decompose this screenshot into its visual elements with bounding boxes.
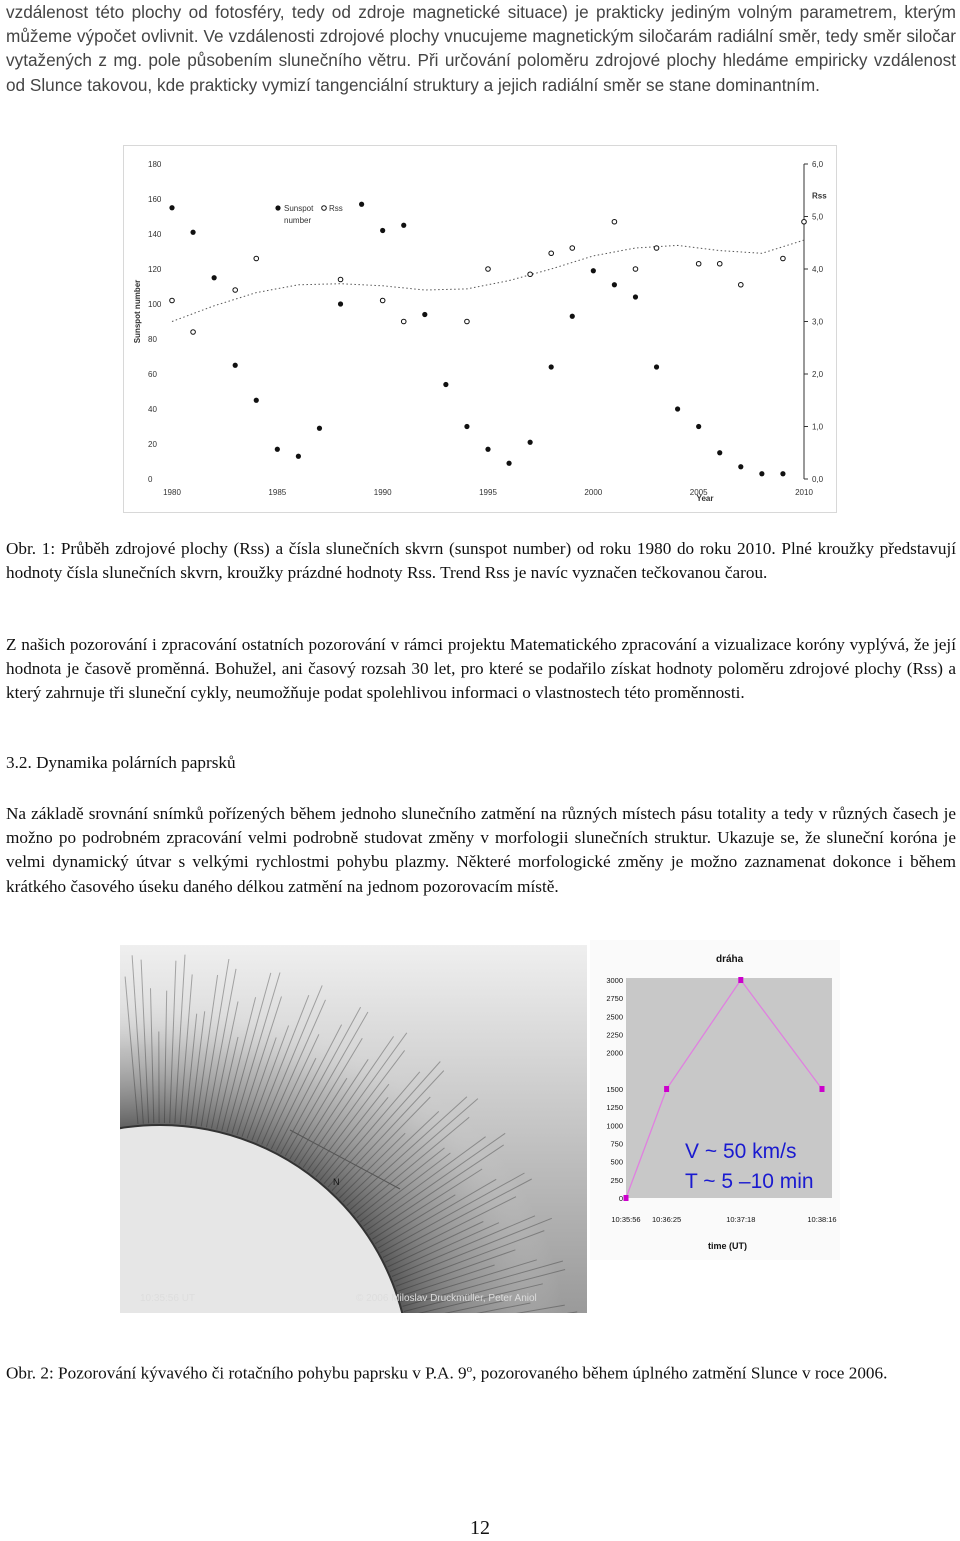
rss-point <box>612 219 617 224</box>
rss-point <box>380 298 385 303</box>
sunspot-point <box>359 202 364 207</box>
section-heading: 3.2. Dynamika polárních paprsků <box>6 753 236 772</box>
sunspot-point <box>443 382 448 387</box>
rss-point <box>401 319 406 324</box>
corona-photo <box>120 945 587 1313</box>
y-tick-label: 2000 <box>606 1048 623 1058</box>
x-tick-label: 10:38:16 <box>807 1215 837 1224</box>
x-axis-label: Year <box>696 494 714 503</box>
sunspot-point <box>506 461 511 466</box>
sunspot-point <box>275 447 280 452</box>
ray-path-chart <box>590 940 840 1260</box>
path-point <box>624 1195 629 1201</box>
rss-point <box>802 219 807 224</box>
sunspot-point <box>759 471 764 476</box>
figure2-caption <box>6 1357 956 1386</box>
x-tick-label: 2005 <box>689 488 708 497</box>
x-tick-label: 1985 <box>268 488 287 497</box>
sunspot-point <box>317 426 322 431</box>
sunspot-point <box>675 406 680 411</box>
x-tick-label: 2010 <box>795 488 813 497</box>
sunspot-point <box>422 312 427 317</box>
right-tick-label: 3,0 <box>812 317 824 327</box>
sunspot-point <box>401 223 406 228</box>
sunspot-point <box>717 450 722 455</box>
right-tick-label: 1,0 <box>812 422 824 432</box>
right-tick-label: 2,0 <box>812 370 824 379</box>
x-tick-label: 10:37:18 <box>726 1215 756 1224</box>
y-tick-label: 60 <box>148 370 157 379</box>
figure2-caption-part2: , pozorovaného během úplného zatmění Slunce v roce 2006. <box>472 1363 888 1383</box>
y-tick-label: 1000 <box>606 1121 623 1131</box>
sunspot-point <box>696 424 701 429</box>
photo-copyright: © 2006 Miloslav Druckmüller, Peter Aniol <box>356 1293 537 1304</box>
paragraph-dynamics: Na základě srovnání snímků pořízených během jednoho slunečního zatmění na různých místech pásu totality a tedy v různých časech je možno po podrobném zpracování velmi podrobně studovat změny v morfologii slunečních struktur. Ukazuje se, že sluneční koróna je velmi dynamický útvar s velkými rychlostmi pohybu plazmy. Některé morfologické změny je možno zaznamenat dokonce i během krátkého časového úseku daného délkou zatmění na jednom pozorovacím místě. <box>6 804 956 896</box>
annotation-period: T ~ 5 –10 min <box>685 1170 814 1193</box>
north-label: N <box>333 1177 340 1187</box>
paragraph-variability: Z našich pozorování i zpracování ostatních pozorování v rámci projektu Matematického zpracování a vizualizace koróny vyplývá, že její hodnota je časově proměnná. Bohužel, ani časový rozsah 30 let, pro které se podařilo získat hodnoty poloměru zdrojové plochy (Rss) a který zahrnuje tři sluneční cykly, neumožňuje podat spolehlivou informaci o vlastnostech této proměnnosti. <box>6 635 956 703</box>
x-tick-label: 2000 <box>584 488 603 497</box>
path-point <box>820 1086 825 1092</box>
sunspot-rss-chart <box>123 145 837 513</box>
right-tick-label: 4,0 <box>812 265 824 274</box>
path-point <box>738 977 743 983</box>
y-tick-label: 750 <box>610 1139 623 1149</box>
rss-point <box>654 246 659 251</box>
legend-rss-label: Rss <box>329 204 343 213</box>
sunspot-point <box>612 282 617 287</box>
photo-time-label: 10:35:56 UT <box>140 1293 196 1304</box>
right-tick-label: 5,0 <box>812 212 824 222</box>
y-tick-label: 0 <box>618 1194 623 1203</box>
right-axis-label: Rss <box>812 191 827 201</box>
y-tick-label: 3000 <box>606 976 623 985</box>
intro-paragraph: vzdálenost této plochy od fotosféry, tedy od zdroje magnetické situace) je prakticky jediným volným parametrem, kterým můžeme výpočet ovlivnit. Ve vzdálenosti zdrojové plochy vnucujeme magnetickým siločarám radiální směr, tedy směr siločar vytažených z mg. pole působením slunečního větru. Při určování poloměru zdrojové plochy hledáme empiricky vzdálenost od Slunce takovou, kde prakticky vymizí tangenciální struktury a jejich radiální směr se stane dominantním. <box>6 2 956 95</box>
rss-point <box>528 272 533 277</box>
degree-superscript: o <box>466 1363 473 1375</box>
legend-rss-marker <box>322 206 327 211</box>
y-tick-label: 250 <box>610 1175 623 1185</box>
y-tick-label: 500 <box>610 1157 623 1167</box>
y-tick-label: 40 <box>148 405 157 414</box>
y-axis-label: Sunspot number <box>133 279 142 344</box>
y-tick-label: 20 <box>148 440 157 449</box>
y-tick-label: 2500 <box>606 1012 623 1022</box>
sunspot-point <box>233 363 238 368</box>
sunspot-point <box>485 447 490 452</box>
sunspot-point <box>254 398 259 403</box>
y-tick-label: 100 <box>148 300 162 309</box>
y-tick-label: 180 <box>148 160 162 169</box>
rss-point <box>739 282 744 287</box>
y-tick-label: 120 <box>148 265 162 274</box>
rss-trend-line <box>172 240 804 321</box>
rss-point <box>338 277 343 282</box>
sunspot-point <box>738 464 743 469</box>
sunspot-point <box>380 228 385 233</box>
chart2-plot-area <box>626 978 832 1198</box>
x-tick-label: 1990 <box>373 488 392 497</box>
figure1-caption: Obr. 1: Průběh zdrojové plochy (Rss) a čísla slunečních skvrn (sunspot number) od roku 1980 do roku 2010. Plné kroužky představují hodnoty čísla slunečních skvrn, kroužky prázdné hodnoty Rss. Trend Rss je navíc vyznačen tečkovanou čarou. <box>6 539 956 583</box>
x-tick-label: 10:36:25 <box>651 1215 682 1224</box>
sunspot-point <box>570 314 575 319</box>
sunspot-point <box>338 301 343 306</box>
figure2-caption-part1: Obr. 2: Pozorování kývavého či rotačního pohybu paprsku v P.A. 9 <box>6 1363 467 1383</box>
rss-point <box>549 251 554 256</box>
chart2-xlabel: time (UT) <box>708 1241 747 1251</box>
y-tick-label: 80 <box>148 335 157 344</box>
sunspot-point <box>633 294 638 299</box>
page-number: 12 <box>470 1517 490 1539</box>
rss-point <box>170 298 175 303</box>
y-tick-label: 1250 <box>606 1103 623 1113</box>
sunspot-point <box>190 230 195 235</box>
y-tick-label: 2750 <box>606 994 623 1004</box>
legend-sunspot-label-line2: number <box>284 216 312 225</box>
chart2-title: dráha <box>716 954 744 965</box>
sunspot-point <box>591 268 596 273</box>
sunspot-point <box>296 454 301 459</box>
right-tick-label: 0,0 <box>812 475 824 484</box>
x-tick-label: 1980 <box>163 488 181 497</box>
rss-point <box>254 256 259 261</box>
y-tick-label: 0 <box>148 475 153 484</box>
x-tick-label: 10:35:56 <box>611 1215 641 1224</box>
rss-point <box>781 256 786 261</box>
sunspot-point <box>464 424 469 429</box>
rss-point <box>633 267 638 272</box>
annotation-velocity: V ~ 50 km/s <box>685 1140 797 1163</box>
path-point <box>664 1086 669 1092</box>
legend-sunspot-marker <box>275 205 280 210</box>
sunspot-point <box>169 205 174 210</box>
rss-point <box>696 261 701 266</box>
rss-point <box>717 261 722 266</box>
y-tick-label: 1500 <box>606 1085 623 1094</box>
right-tick-label: 6,0 <box>812 160 824 169</box>
rss-point <box>486 267 491 272</box>
sunspot-point <box>654 364 659 369</box>
y-tick-label: 2250 <box>606 1030 623 1040</box>
sunspot-point <box>528 440 533 445</box>
sunspot-point <box>212 275 217 280</box>
legend-sunspot-label: Sunspot <box>284 204 314 213</box>
y-tick-label: 160 <box>148 195 162 204</box>
x-tick-label: 1995 <box>479 488 497 497</box>
rss-point <box>570 246 575 251</box>
y-tick-label: 140 <box>148 230 162 239</box>
sunspot-point <box>549 364 554 369</box>
rss-point <box>465 319 470 324</box>
rss-point <box>233 288 238 293</box>
rss-point <box>191 330 196 335</box>
sunspot-point <box>780 471 785 476</box>
